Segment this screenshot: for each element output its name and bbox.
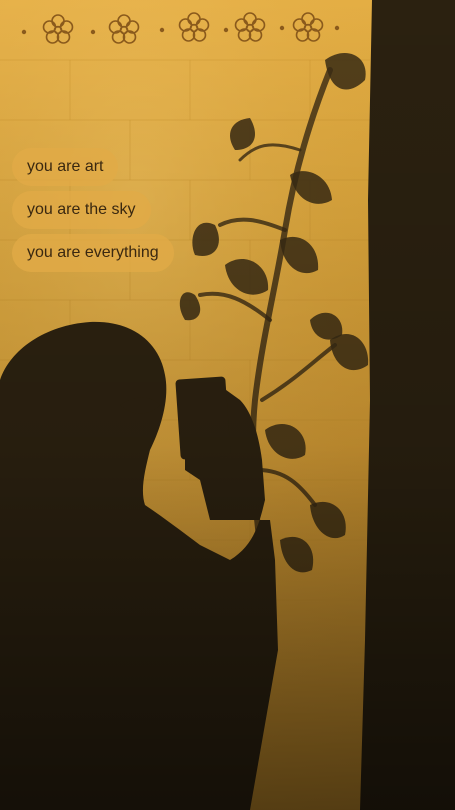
dot-doodle-icon [335,26,339,30]
dot-doodle-icon [22,30,26,34]
dot-doodle-icon [160,28,164,32]
message-bubble [12,234,174,272]
dot-doodle-icon [280,26,284,30]
dot-doodle-icon [91,30,95,34]
message-text: you are art [27,158,104,175]
message-text: you are everything [27,244,159,261]
dot-doodle-icon [224,28,228,32]
message-bubble [12,148,118,186]
message-text: you are the sky [27,201,136,218]
message-bubble [12,191,151,229]
